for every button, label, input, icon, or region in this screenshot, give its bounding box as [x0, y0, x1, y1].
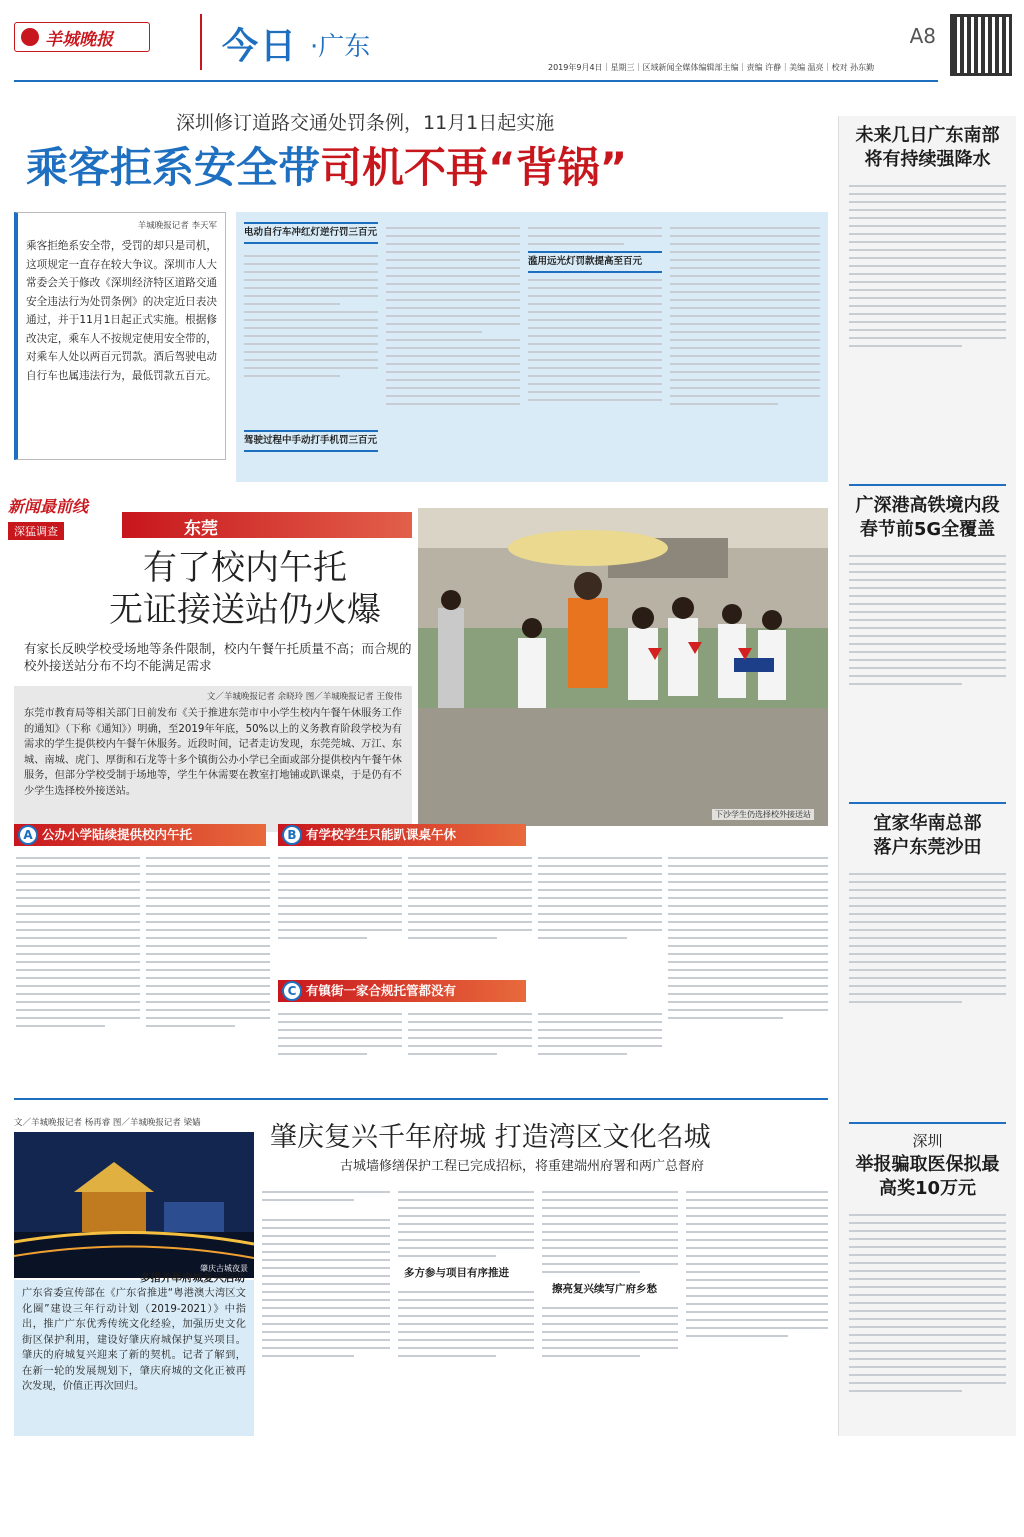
- dongguan-tag: [8, 494, 118, 550]
- school-children-photo: [418, 508, 828, 826]
- section-c-col-2: [408, 1008, 532, 1088]
- sidebar-kicker-4: 深圳: [912, 1132, 943, 1150]
- section-a-bar: A 公办小学陆续提供校内午托: [14, 824, 266, 846]
- sidebar-text-1: [839, 178, 1016, 478]
- section-title: [200, 14, 450, 70]
- qr-code: [950, 14, 1012, 76]
- dongguan-intro-box: [14, 686, 412, 832]
- section-a-col-2: [146, 852, 270, 1088]
- dongguan-title-2: 无证接送站仍火爆: [109, 590, 381, 630]
- lead-intro: 乘客拒绝系安全带，受罚的却只是司机，这项规定一直存在较大争议。深圳市人大常委会关于修改《深圳经济特区道路交通安全违法行为处罚条例》的决定近日表决通过，并于11月1日起正式实施。根据修改决定，乘车人不按规定使用安全带的，对乘车人处以两百元罚款。酒后驾驶电动自行车也属违法行为，最低罚款五百元。: [26, 240, 217, 382]
- dongguan-tag-bottom: 深猛调查: [8, 522, 64, 540]
- lead-col-1-text: [244, 250, 378, 422]
- section-c-bar: C 有镇街一家合规托管都没有: [278, 980, 526, 1002]
- dongguan-tag-top: 新闻最前线: [8, 497, 89, 516]
- story-divider: [14, 1098, 828, 1100]
- sidebar-text-2: [839, 548, 1016, 796]
- lead-subhead-3: 滥用远光灯罚款提高至百元: [528, 251, 662, 273]
- lead-col-3: [528, 222, 662, 474]
- section-b-bar: B 有学校学生只能趴课桌午休: [278, 824, 526, 846]
- section-b-col-1: [278, 852, 402, 976]
- lead-subhead-1: 电动自行车冲红灯逆行罚三百元: [244, 222, 378, 244]
- lead-col-2: [386, 222, 520, 474]
- dongguan-intro: 东莞市教育局等相关部门日前发布《关于推进东莞市中小学生校内午餐午休服务工作的通知》（下称《通知》）明确，至2019年年底，50%以上的义务教育阶段学校为有需求的学生提供校内午餐午休服务。近段时间，记者走访发现，东莞莞城、万江、东城、南城、虎门、厚街和石龙等十多个镇街公办小学已全面或部分提供校内午餐午休服务，但部分学校受制于场地等，学生午休需要在教室打地铺或趴课桌，于是仍有不少学生选择校外接送站。: [24, 708, 402, 797]
- section-title-sub: ·广东: [310, 32, 371, 62]
- lead-col-1: [244, 222, 378, 474]
- logo: 羊城晚报: [14, 22, 150, 52]
- zhaoqing-col-4: [542, 1186, 678, 1436]
- logo-icon: [21, 28, 39, 46]
- zhaoqing-deck: 古城墙修缮保护工程已完成招标，将重建端州府署和两广总督府: [340, 1159, 705, 1174]
- masthead: [0, 0, 1024, 88]
- lead-byline: 羊城晚报记者 李天军: [137, 221, 217, 231]
- lead-col-4: [670, 222, 820, 474]
- header-rule: [14, 80, 938, 82]
- zhaoqing-subhead-2: 多方参与项目有序推进: [404, 1267, 509, 1279]
- section-c-badge: C: [282, 981, 302, 1001]
- section-a-col-1: [16, 852, 140, 1088]
- dongguan-title-1: 有了校内午托: [143, 548, 347, 588]
- dongguan-byline: 文／羊城晚报记者 余晓玲 图／羊城晚报记者 王俊伟: [206, 692, 402, 702]
- zhaoqing-photo: [14, 1132, 254, 1278]
- night-city-photo: [14, 1132, 254, 1278]
- section-c-col-3: [538, 1008, 662, 1088]
- sidebar: [838, 116, 1016, 1436]
- sidebar-heading-4: 举报骗取医保拟最高奖10万元: [855, 1154, 1000, 1199]
- lead-headline: 乘客拒系安全带司机不再“背锅”: [26, 143, 628, 192]
- lead-intro-box: [14, 212, 226, 460]
- dongguan-photo-caption: 下沙学生仍选择校外接送站: [712, 809, 814, 820]
- zhaoqing-byline: 文／羊城晚报记者 杨再睿 图／羊城晚报记者 梁嫱: [14, 1118, 201, 1128]
- dongguan-city-bar: 东莞: [122, 512, 412, 538]
- sidebar-heading-1: 未来几日广东南部将有持续强降水: [855, 125, 1000, 170]
- page-number: A8: [909, 24, 936, 48]
- zhaoqing-col-5: [686, 1186, 828, 1436]
- lead-subhead-2: 驾驶过程中手动打手机罚三百元: [244, 430, 378, 452]
- zhaoqing-subhead-1: 多措并举府城复兴启动: [140, 1272, 245, 1284]
- zhaoqing-photo-caption: 肇庆古城夜景: [200, 1264, 248, 1273]
- lead-body: [236, 212, 828, 482]
- sidebar-text-4: [839, 1207, 1016, 1537]
- section-a-badge: A: [18, 825, 38, 845]
- dongguan-photo: [418, 508, 828, 826]
- zhaoqing-title: 肇庆复兴千年府城 打造湾区文化名城: [270, 1122, 711, 1153]
- zhaoqing-subhead-3: 擦亮复兴续写广府乡愁: [552, 1283, 657, 1295]
- section-c-col-1: [278, 1008, 402, 1088]
- section-b-badge: B: [282, 825, 302, 845]
- sidebar-text-3: [839, 866, 1016, 1116]
- zhaoqing-intro-box: [14, 1280, 254, 1436]
- section-b-col-2: [408, 852, 532, 976]
- zhaoqing-intro: 广东省委宣传部在《广东省推进“粤港澳大湾区文化圈”建设三年行动计划（2019-2021）》中指出，推广广东优秀传统文化经验，加强历史文化街区保护利用，建设好肇庆府城保护复兴项目。肇庆的府城复兴迎来了新的契机。记者了解到，在新一轮的发展规划下，肇庆府城的文化正被再次发现，价值正再次回归。: [22, 1288, 246, 1392]
- zhaoqing-col-3: [398, 1186, 534, 1436]
- sidebar-heading-2: 广深港高铁境内段春节前5G全覆盖: [855, 495, 1000, 540]
- lead-kicker: 深圳修订道路交通处罚条例，11月1日起实施: [176, 112, 555, 134]
- dongguan-deck: 有家长反映学校受场地等条件限制，校内午餐午托质量不高；而合规的校外接送站分布不均不能满足需求: [24, 641, 412, 673]
- section-title-main: 今日: [222, 26, 299, 67]
- section-b-col-3: [538, 852, 662, 976]
- header-meta: 2019年9月4日｜星期三｜区域新闻全媒体编辑部主编｜责编 许静｜美编 温亮｜校对 孙东勤: [548, 63, 875, 72]
- sidebar-heading-3: 宜家华南总部落户东莞沙田: [873, 813, 982, 858]
- section-b-col-4: [668, 852, 828, 1088]
- zhaoqing-col-2: [262, 1214, 390, 1436]
